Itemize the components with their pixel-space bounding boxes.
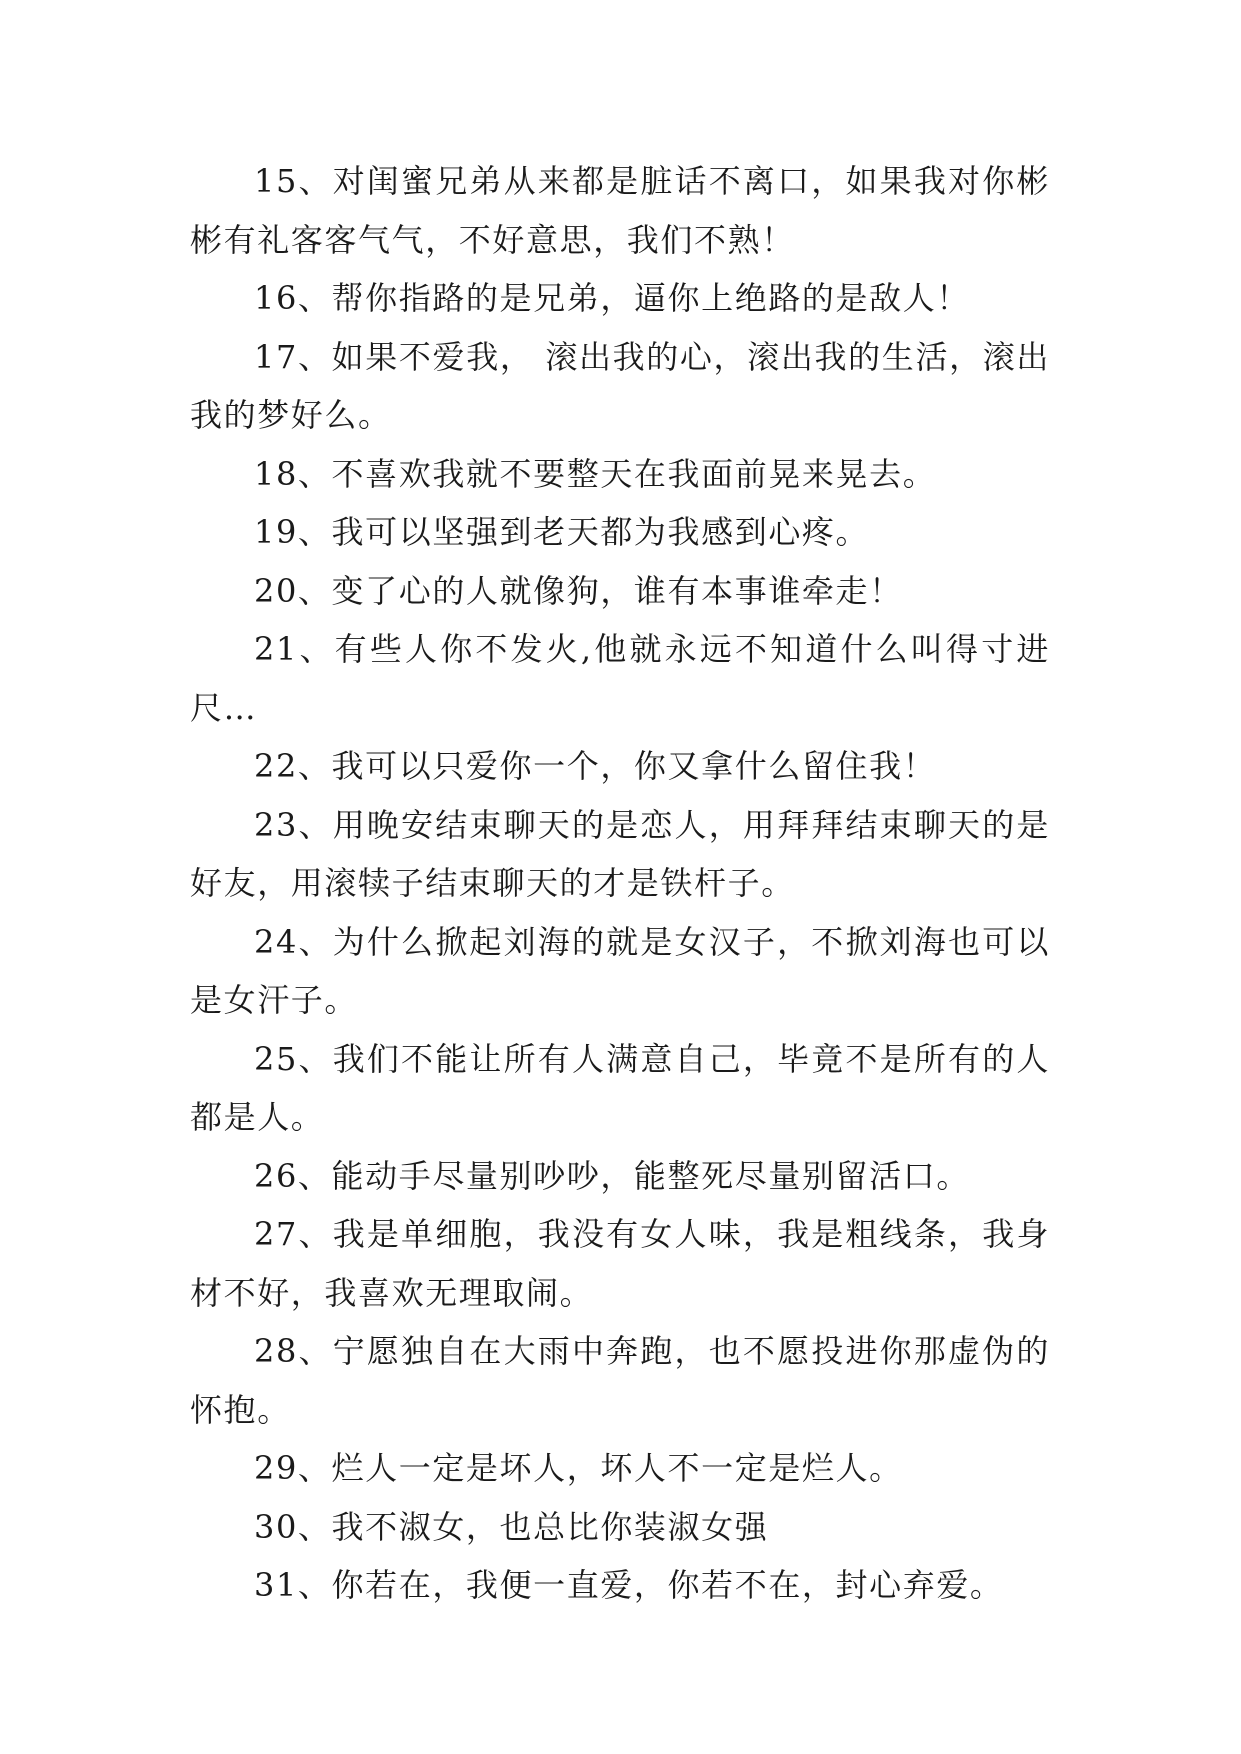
paragraph-31: 31、你若在，我便一直爱，你若不在，封心弃爱。 — [254, 1566, 1004, 1604]
paragraph-15: 15、对闺蜜兄弟从来都是脏话不离口，如果我对你彬彬有礼客客气气，不好意思，我们不熟！ — [190, 162, 1050, 259]
paragraph-28: 28、宁愿独自在大雨中奔跑，也不愿投进你那虚伪的怀抱。 — [190, 1332, 1050, 1429]
paragraph-25: 25、我们不能让所有人满意自己，毕竟不是所有的人都是人。 — [190, 1039, 1050, 1136]
paragraph-26: 26、能动手尽量别吵吵，能整死尽量别留活口。 — [254, 1156, 970, 1195]
paragraph-17: 17、如果不爱我， 滚出我的心，滚出我的生活，滚出我的梦好么。 — [190, 337, 1050, 434]
paragraph-21: 21、有些人你不发火,他就永远不知道什么叫得寸进尺… — [190, 630, 1050, 727]
paragraph-19: 19、我可以坚强到老天都为我感到心疼。 — [254, 513, 870, 551]
paragraph-30: 30、我不淑女，也总比你装淑女强 — [254, 1507, 769, 1546]
paragraph-22: 22、我可以只爱你一个，你又拿什么留住我！ — [254, 747, 937, 785]
paragraph-18: 18、不喜欢我就不要整天在我面前晃来晃去。 — [254, 454, 937, 493]
paragraph-27: 27、我是单细胞，我没有女人味，我是粗线条，我身材不好，我喜欢无理取闹。 — [190, 1215, 1050, 1312]
paragraph-20: 20、变了心的人就像狗，谁有本事谁牵走！ — [254, 571, 903, 610]
paragraph-29: 29、烂人一定是坏人，坏人不一定是烂人。 — [254, 1449, 903, 1487]
paragraph-16: 16、帮你指路的是兄弟，逼你上绝路的是敌人！ — [254, 279, 970, 317]
paragraph-24: 24、为什么掀起刘海的就是女汉子，不掀刘海也可以是女汗子。 — [190, 922, 1050, 1019]
document-body — [190, 152, 1050, 1615]
paragraph-23: 23、用晚安结束聊天的是恋人，用拜拜结束聊天的是好友，用滚犊子结束聊天的才是铁杆子。 — [190, 805, 1050, 902]
